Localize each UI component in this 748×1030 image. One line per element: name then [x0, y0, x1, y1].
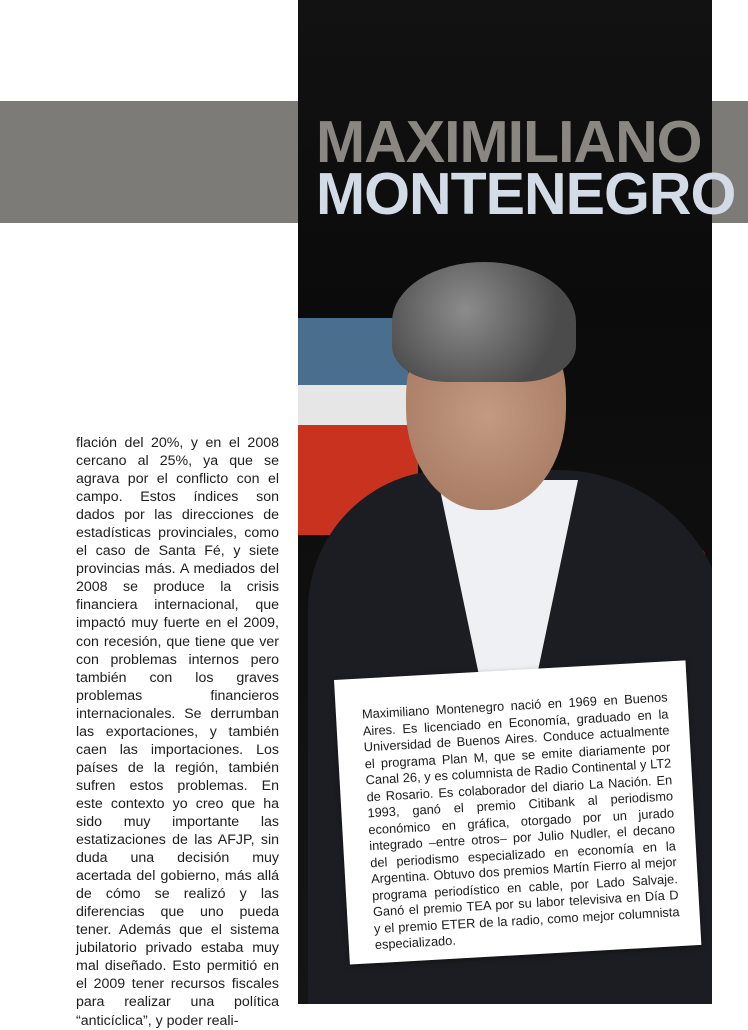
article-title: [316, 109, 736, 227]
bio-card: [334, 660, 701, 964]
title-last-name: MONTENEGRO: [316, 161, 736, 227]
person-hair: [392, 262, 576, 382]
article-body-text: flación del 20%, y en el 2008 cercano al 25%, ya que se agrava por el conflicto con el campo. Estos índices son dados por las direcciones de estadísticas provinciales, como el caso de Santa Fé, y siete provincias más. A mediados del 2008 se produce la crisis financiera internacional, que impactó muy fuerte en el 2009, con recesión, que tiene que ver con problemas internos pero también con los graves problemas financieros internacionales. Se derrumban las exportaciones, y también caen las importaciones. Los países de la región, también sufren estos problemas. En este contexto yo creo que ha sido muy importante las estatizaciones de las AFJP, sin duda una decisión muy acertada del gobierno, más allá de cómo se realizó y las diferencias que uno pueda tener. Además que el sistema jubilatorio privado estaba muy mal diseñado. Esto permitió en el 2009 tener recursos fiscales para realizar una política “anticíclica”, y poder reali-: [76, 435, 279, 1029]
bio-text: Maximiliano Montenegro nació en 1969 en Buenos Aires. Es licenciado en Economía, graduado en la Universidad de Buenos Aires. Conduce actualmente el programa Plan M, que se emite diariamente por Canal 26, y es columnista de Radio Continental y LT2 de Rosario. Es colaborador del diario La Nación. En 1993, ganó el premio Citibank al periodismo económico en gráfica, otorgado por un jurado integrado –entre otros– por Julio Nudler, el decano del periodismo especializado en economía en la Argentina. Obtuvo dos premios Martín Fierro al mejor programa periodístico en cable, por Lado Salvaje. Ganó el premio TEA por su labor televisiva en Día D y el premio ETER de la radio, como mejor columnista especializado.: [361, 689, 680, 953]
title-first-name: MAXIMILIANO: [316, 109, 702, 175]
